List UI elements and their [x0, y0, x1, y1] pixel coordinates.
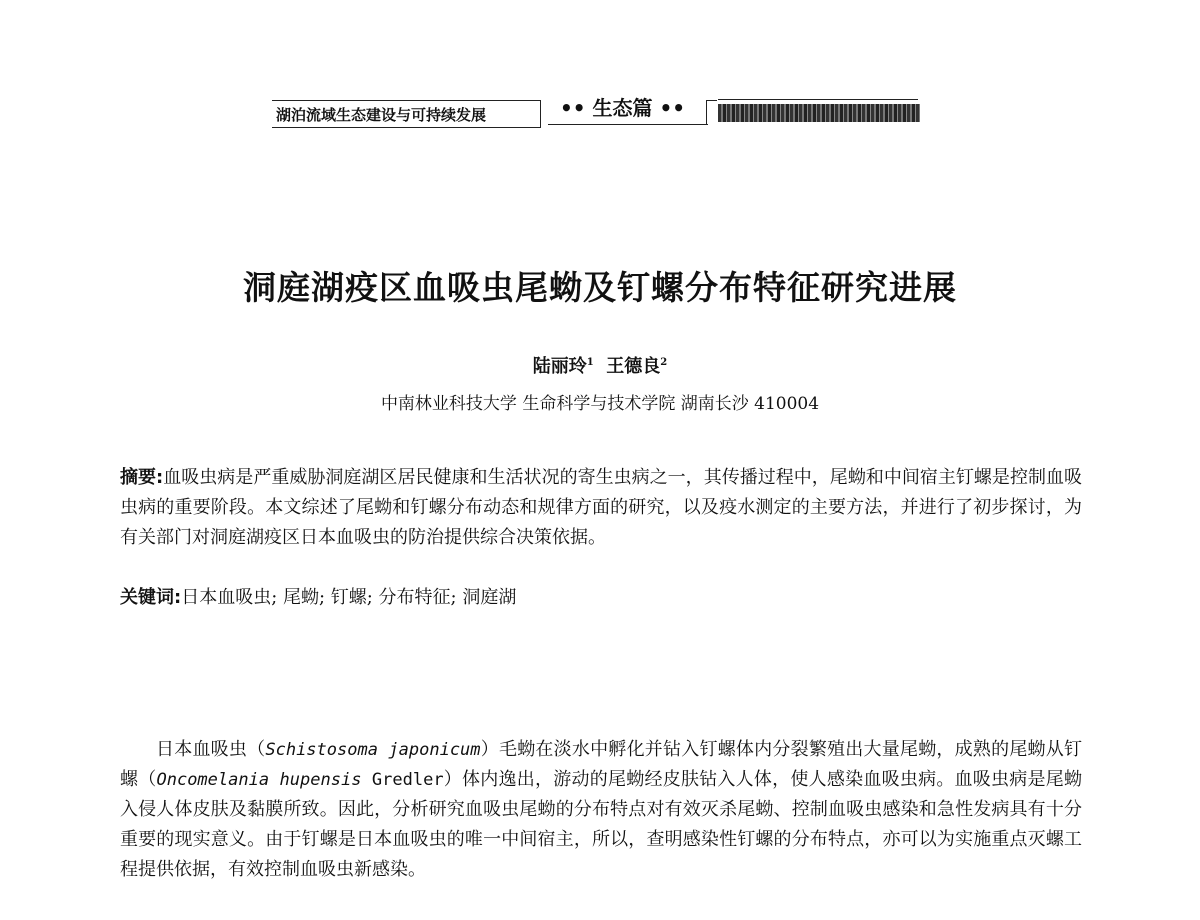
abstract-text: 血吸虫病是严重威胁洞庭湖区居民健康和生活状况的寄生虫病之一，其传播过程中，尾蚴和中间宿主钉螺是控制血吸虫病的重要阶段。本文综述了尾蚴和钉螺分布动态和规律方面的研究，以及疫水测定的主要方法，并进行了初步探讨，为有关部门对洞庭湖疫区日本血吸虫的防治提供综合决策依据。: [120, 467, 1082, 548]
keywords-label: 关键词:: [120, 587, 182, 608]
body-paragraph: [120, 735, 1082, 885]
keywords-text: 日本血吸虫; 尾蚴; 钉螺; 分布特征; 洞庭湖: [181, 587, 517, 608]
author-name: 王德良: [606, 356, 661, 377]
species-name: Schistosoma japonicum: [265, 740, 481, 760]
running-header-series: 湖泊流域生态建设与可持续发展: [276, 106, 487, 124]
author-name: 陆丽玲: [532, 356, 587, 377]
body-text: 日本血吸虫（: [156, 739, 266, 760]
author-affil-mark: 1: [586, 357, 594, 368]
keywords: [120, 583, 1082, 613]
header-right-rule: [718, 99, 918, 100]
author-affil-mark: 2: [660, 357, 668, 368]
species-author: Gredler: [361, 770, 444, 790]
paper-title: 洞庭湖疫区血吸虫尾蚴及钉螺分布特征研究进展: [243, 268, 957, 307]
header-right-bracket: [706, 100, 717, 125]
running-header-section: •• 生态篇 ••: [560, 96, 686, 120]
abstract: [120, 463, 1082, 553]
header-decorative-bar: [718, 104, 920, 122]
body-text: ）体内逸出，游动的尾蚴经皮肤钻入人体，使人感染血吸虫病。血吸虫病是尾蚴入侵人体皮肤及黏膜所致。因此，分析研究血吸虫尾蚴的分布特点对有效灭杀尾蚴、控制血吸虫感染和急性发病具有十分重要的现实意义。由于钉螺是日本血吸虫的唯一中间宿主，所以，查明感染性钉螺的分布特点，亦可以为实施重点灭螺工程提供依据，有效控制血吸虫新感染。: [120, 769, 1083, 880]
species-name: Oncomelania hupensis: [156, 770, 362, 790]
author-line: [0, 352, 1200, 378]
body-text: ）毛蚴在淡水中孵化并钻入钉螺体内分裂繁殖出大量尾蚴，成熟的尾蚴从钉螺（: [120, 739, 1083, 790]
affiliation: 中南林业科技大学 生命科学与技术学院 湖南长沙 410004: [380, 394, 820, 414]
abstract-label: 摘要:: [120, 467, 164, 488]
